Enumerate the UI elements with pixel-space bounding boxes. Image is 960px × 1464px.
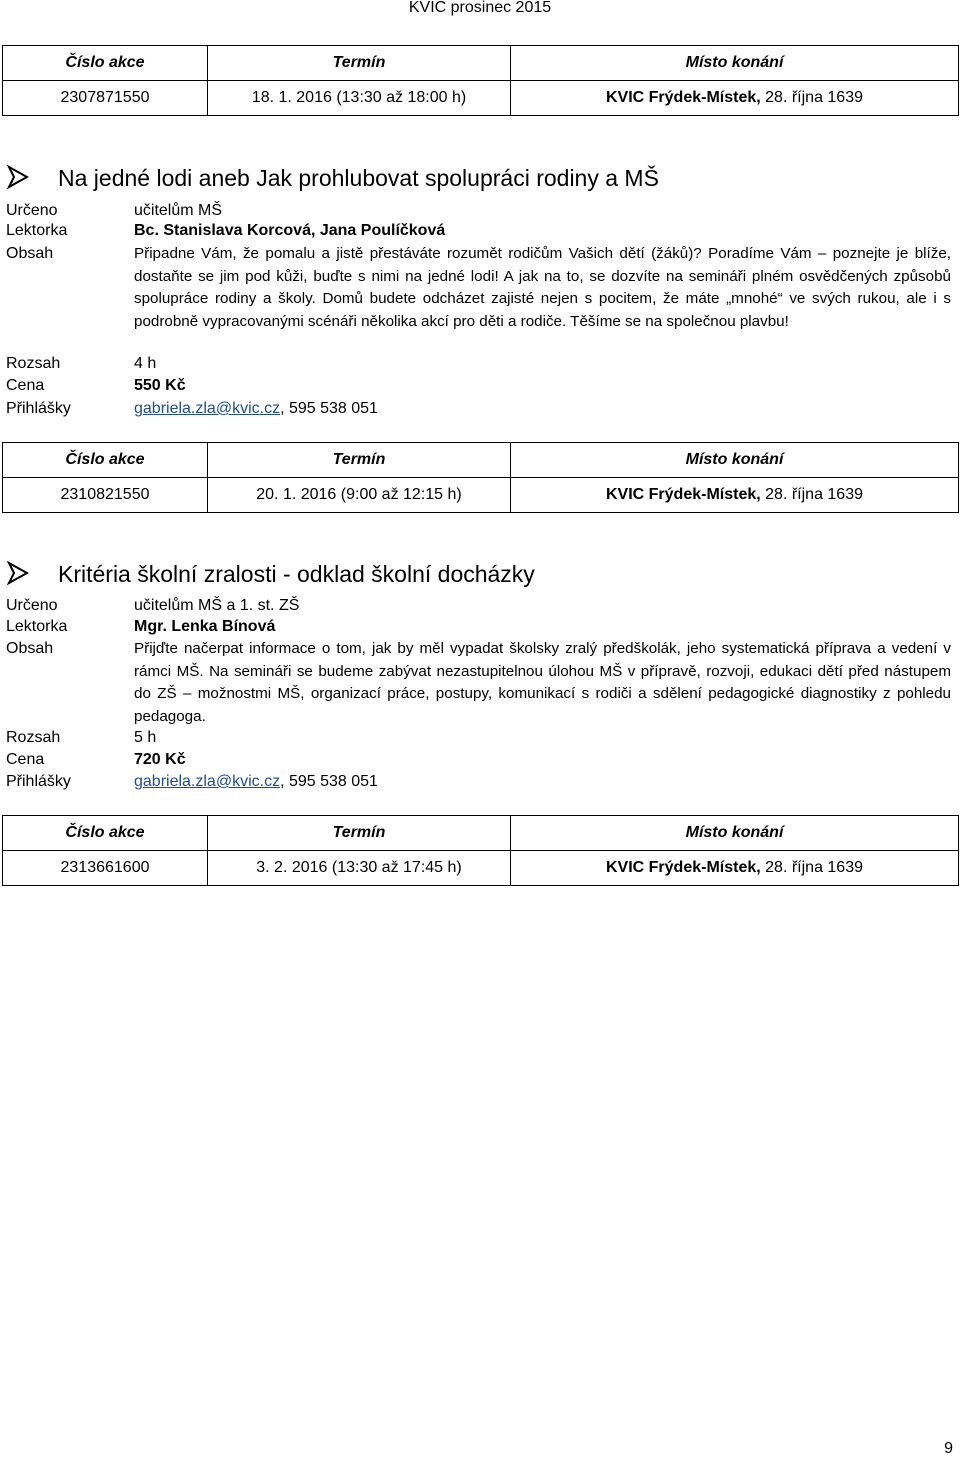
registration-contact <box>134 398 378 420</box>
email-link[interactable]: gabriela.zla@kvic.cz <box>134 773 281 790</box>
event-number: 2307871550 <box>3 81 208 116</box>
course-title: Na jedné lodi aneb Jak prohlubovat spolupráci rodiny a MŠ <box>58 165 659 191</box>
table-header-row <box>3 46 959 81</box>
phone-number: , 595 538 051 <box>280 400 378 417</box>
target-audience: učitelům MŠ a 1. st. ZŠ <box>134 597 300 614</box>
registration-contact <box>134 771 378 793</box>
event-venue <box>511 851 959 886</box>
label-prihlasky: Přihlášky <box>6 400 71 417</box>
header-event-number: Číslo akce <box>3 443 208 478</box>
label-obsah: Obsah <box>6 245 54 262</box>
venue-address: 28. října 1639 <box>760 89 863 106</box>
arrow-bullet-icon <box>7 165 29 189</box>
header-venue: Místo konání <box>511 443 959 478</box>
header-term: Termín <box>208 46 511 81</box>
course-description: Přijďte načerpat informace o tom, jak by měl vypadat školsky zralý předškolák, jeho systematická příprava a vedení v rámci MŠ. Na semináři se budeme zabývat nezastupitelnou úlohou MŠ v přípravě, rozvoji, edukaci dětí před nástupem do ZŠ – možnostmi MŠ, organizací práce, postupy, komunikací s rodiči a sdělení pedagogické diagnostiky z pohledu pedagoga. <box>134 640 951 725</box>
venue-name: KVIC Frýdek-Místek, <box>605 89 761 106</box>
header-term: Termín <box>208 443 511 478</box>
header-event-number: Číslo akce <box>3 46 208 81</box>
event-info-table <box>2 442 959 513</box>
label-urceno: Určeno <box>6 597 58 614</box>
table-row <box>3 81 959 116</box>
table-row <box>3 851 959 886</box>
event-term: 18. 1. 2016 (13:30 až 18:00 h) <box>208 81 511 116</box>
label-rozsah: Rozsah <box>6 355 61 372</box>
venue-name: KVIC Frýdek-Místek, <box>605 859 761 876</box>
label-cena: Cena <box>6 751 45 768</box>
header-term: Termín <box>208 816 511 851</box>
label-rozsah: Rozsah <box>6 729 61 746</box>
header-event-number: Číslo akce <box>3 816 208 851</box>
event-venue <box>511 81 959 116</box>
event-number: 2313661600 <box>3 851 208 886</box>
lecturer: Bc. Stanislava Korcová, Jana Poulíčková <box>134 222 446 239</box>
venue-address: 28. října 1639 <box>760 859 863 876</box>
event-info-table <box>2 815 959 886</box>
email-link[interactable]: gabriela.zla@kvic.cz <box>134 400 281 417</box>
event-term: 20. 1. 2016 (9:00 až 12:15 h) <box>208 478 511 513</box>
event-term: 3. 2. 2016 (13:30 až 17:45 h) <box>208 851 511 886</box>
event-number: 2310821550 <box>3 478 208 513</box>
phone-number: , 595 538 051 <box>280 773 378 790</box>
course-price: 550 Kč <box>134 377 186 394</box>
venue-name: KVIC Frýdek-Místek, <box>605 486 761 503</box>
label-obsah: Obsah <box>6 640 54 657</box>
arrow-bullet-icon <box>7 561 29 585</box>
event-venue <box>511 478 959 513</box>
label-urceno: Určeno <box>6 202 58 219</box>
venue-address: 28. října 1639 <box>760 486 863 503</box>
course-title: Kritéria školní zralosti - odklad školní docházky <box>58 561 535 587</box>
course-description: Připadne Vám, že pomalu a jistě přestáváte rozumět rodičům Vašich dětí (žáků)? Poradíme Vám – poznejte je blíže, dostaňte se jim pod kůži, buďte s nimi na jedné lodi! A jak na to, se dozvíte na semináři plném osvědčených způsobů spolupráce rodiny a školy. Domů budete odcházet zajisté nejen s pocitem, že máte „mnohé“ ve svých rukou, ale i s podrobně vypracovanými scénáři několika akcí pro děti a rodiče. Těšíme se na společnou plavbu! <box>134 245 951 330</box>
table-row <box>3 478 959 513</box>
label-lektorka: Lektorka <box>6 222 68 239</box>
page-number: 9 <box>944 1440 953 1457</box>
course-duration: 4 h <box>134 355 157 372</box>
running-header: KVIC prosinec 2015 <box>408 0 552 16</box>
lecturer: Mgr. Lenka Bínová <box>134 618 276 635</box>
table-header-row <box>3 816 959 851</box>
label-lektorka: Lektorka <box>6 618 68 635</box>
target-audience: učitelům MŠ <box>134 202 223 219</box>
label-cena: Cena <box>6 377 45 394</box>
header-venue: Místo konání <box>511 46 959 81</box>
label-prihlasky: Přihlášky <box>6 773 71 790</box>
event-info-table <box>2 45 959 116</box>
course-price: 720 Kč <box>134 751 186 768</box>
course-duration: 5 h <box>134 729 157 746</box>
table-header-row <box>3 443 959 478</box>
header-venue: Místo konání <box>511 816 959 851</box>
